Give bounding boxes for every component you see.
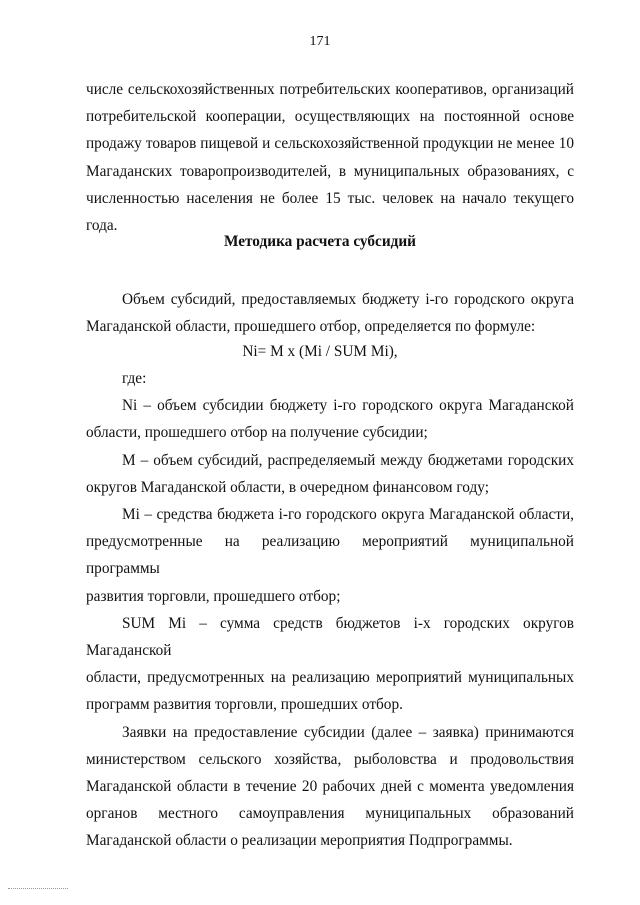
intro-line: Магаданских товаропроизводителей, в муниципальных образованиях, с: [86, 162, 574, 180]
definition-mi-line: развития торговли, прошедшего отбор;: [86, 587, 341, 605]
intro-line: числе сельскохозяйственных потребительских кооперативов, организаций: [86, 81, 574, 98]
where-label: где:: [122, 370, 147, 387]
definition-mi-line: предусмотренные на реализацию мероприятий муниципальной программы: [86, 533, 574, 578]
definition-ni-line: Ni – объем субсидии бюджету i-го городского округа Магаданской: [122, 397, 574, 415]
paragraph-line: Объем субсидий, предоставляемых бюджету i-го городского округа: [122, 291, 574, 308]
definition-m-line: M – объем субсидий, распределяемый между бюджетами городских: [122, 451, 574, 469]
applications-line: органов местного самоуправления муниципальных образований: [86, 805, 574, 823]
footer-divider: [8, 888, 68, 889]
intro-line: продажу товаров пищевой и сельскохозяйственной продукции не менее 10: [86, 135, 574, 153]
definition-sum-line: области, предусмотренных на реализацию мероприятий муниципальных: [86, 669, 574, 687]
definition-ni-line: области, прошедшего отбор на получение субсидии;: [86, 424, 428, 442]
definitions: [86, 365, 574, 855]
paragraph-line: Магаданской области, прошедшего отбор, определяется по формуле:: [86, 318, 536, 336]
applications-line: Магаданской области в течение 20 рабочих дней с момента уведомления: [86, 778, 574, 796]
page-number: 171: [309, 34, 331, 49]
applications-line: Магаданской области о реализации мероприятия Подпрограммы.: [86, 832, 513, 850]
intro-line: численностью населения не более 15 тыс. человек на начало текущего года.: [86, 189, 574, 235]
definition-sum-line: программ развития торговли, прошедших отбор.: [86, 696, 403, 714]
definition-mi-line: Mi – средства бюджета i-го городского округа Магаданской области,: [122, 506, 574, 524]
applications-line: министерством сельского хозяйства, рыболовства и продовольствия: [86, 750, 574, 768]
method-paragraph: [86, 286, 574, 340]
section-heading: Методика расчета субсидий: [223, 233, 417, 250]
intro-line: потребительской кооперации, осуществляющих на постоянной основе: [86, 108, 574, 126]
intro-paragraph: [86, 76, 574, 239]
definition-sum-line: SUM Mi – сумма средств бюджетов i-х городских округов Магаданской: [86, 614, 574, 660]
applications-line: Заявки на предоставление субсидии (далее – заявка) принимаются: [122, 723, 574, 741]
definition-m-line: округов Магаданской области, в очередном финансовом году;: [86, 478, 489, 496]
formula: Ni= M x (Mi / SUM Mi),: [242, 343, 398, 360]
